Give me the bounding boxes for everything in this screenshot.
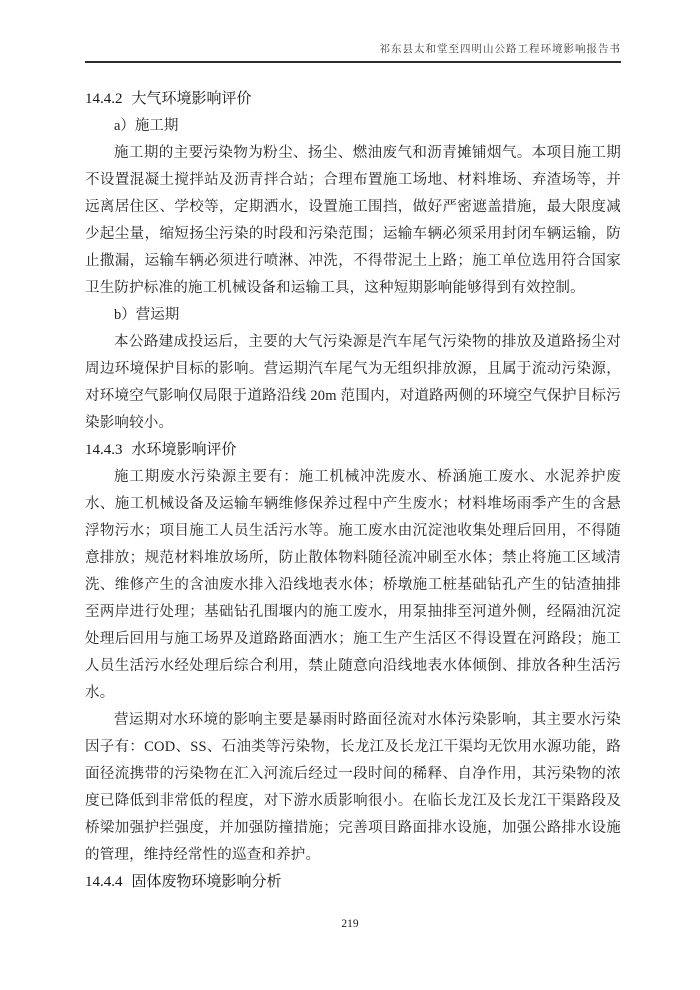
paragraph: 施工期的主要污染物为粉尘、扬尘、燃油废气和沥青摊铺烟气。本项目施工期不设置混凝土搅拌站及沥青拌合站；合理布置施工场地、材料堆场、弃渣场等，并远离居住区、学校等，定期洒水，设置施工围挡，做好严密遮盖措施，最大限度减少起尘量，缩短扬尘污染的时段和污染范围；运输车辆必须采用封闭车辆运输，防止撒漏，运输车辆必须进行喷淋、冲洗，不得带泥土上路；施工单位选用符合国家卫生防护标准的施工机械设备和运输工具，这种短期影响能够得到有效控制。 bbox=[85, 145, 621, 296]
header-title: 祁东县太和堂至四明山公路工程环境影响报告书 bbox=[379, 44, 621, 55]
section-title: 水环境影响评价 bbox=[131, 442, 237, 458]
paragraph: 施工期废水污染源主要有：施工机械冲洗废水、桥涵施工废水、水泥养护废水、施工机械设备及运输车辆维修保养过程中产生废水；材料堆场雨季产生的含悬浮物污水；项目施工人员生活污水等。施工废水由沉淀池收集处理后回用，不得随意排放；规范材料堆放场所，防止散体物料随径流冲刷至水体；禁止将施工区域清洗、维修产生的含油废水排入沿线地表水体；桥墩施工桩基础钻孔产生的钻渣抽排至两岸进行处理；基础钻孔围堰内的施工废水，用泵抽排至河道外侧，经隔油沉淀处理后回用与施工场界及道路路面洒水；施工生产生活区不得设置在河路段；施工人员生活污水经处理后综合利用，禁止随意向沿线地表水体倾倒、排放各种生活污水。 bbox=[85, 469, 621, 701]
page-header bbox=[85, 42, 621, 63]
section-number: 14.4.4 bbox=[85, 874, 123, 890]
subheading-construction-period: a）施工期 bbox=[114, 118, 179, 134]
subheading-operation-period: b）营运期 bbox=[114, 307, 180, 323]
section-number: 14.4.2 bbox=[85, 91, 123, 107]
section-number: 14.4.3 bbox=[85, 442, 123, 458]
section-heading-14-4-3 bbox=[85, 437, 621, 464]
paragraph: 本公路建成投运后，主要的大气污染源是汽车尾气污染物的排放及道路扬尘对周边环境保护目标的影响。营运期汽车尾气为无组织排放源，且属于流动污染源，对环境空气影响仅局限于道路沿线 20m 范围内，对道路两侧的环境空气保护目标污染影响较小。 bbox=[85, 334, 621, 431]
document-body bbox=[85, 86, 621, 896]
section-title: 固体废物环境影响分析 bbox=[131, 874, 282, 890]
section-title: 大气环境影响评价 bbox=[131, 91, 252, 107]
section-heading-14-4-4 bbox=[85, 869, 621, 896]
section-heading-14-4-2 bbox=[85, 86, 621, 113]
page-number: 219 bbox=[341, 918, 359, 930]
paragraph: 营运期对水环境的影响主要是暴雨时路面径流对水体污染影响，其主要水污染因子有：COD、SS、石油类等污染物，长龙江及长龙江干渠均无饮用水源功能，路面径流携带的污染物在汇入河流后经过一段时间的稀释、自净作用，其污染物的浓度已降低到非常低的程度，对下游水质影响很小。在临长龙江及长龙江干渠路段及桥梁加强护拦强度，并加强防撞措施；完善项目路面排水设施，加强公路排水设施的管理，维持经常性的巡查和养护。 bbox=[85, 712, 621, 863]
